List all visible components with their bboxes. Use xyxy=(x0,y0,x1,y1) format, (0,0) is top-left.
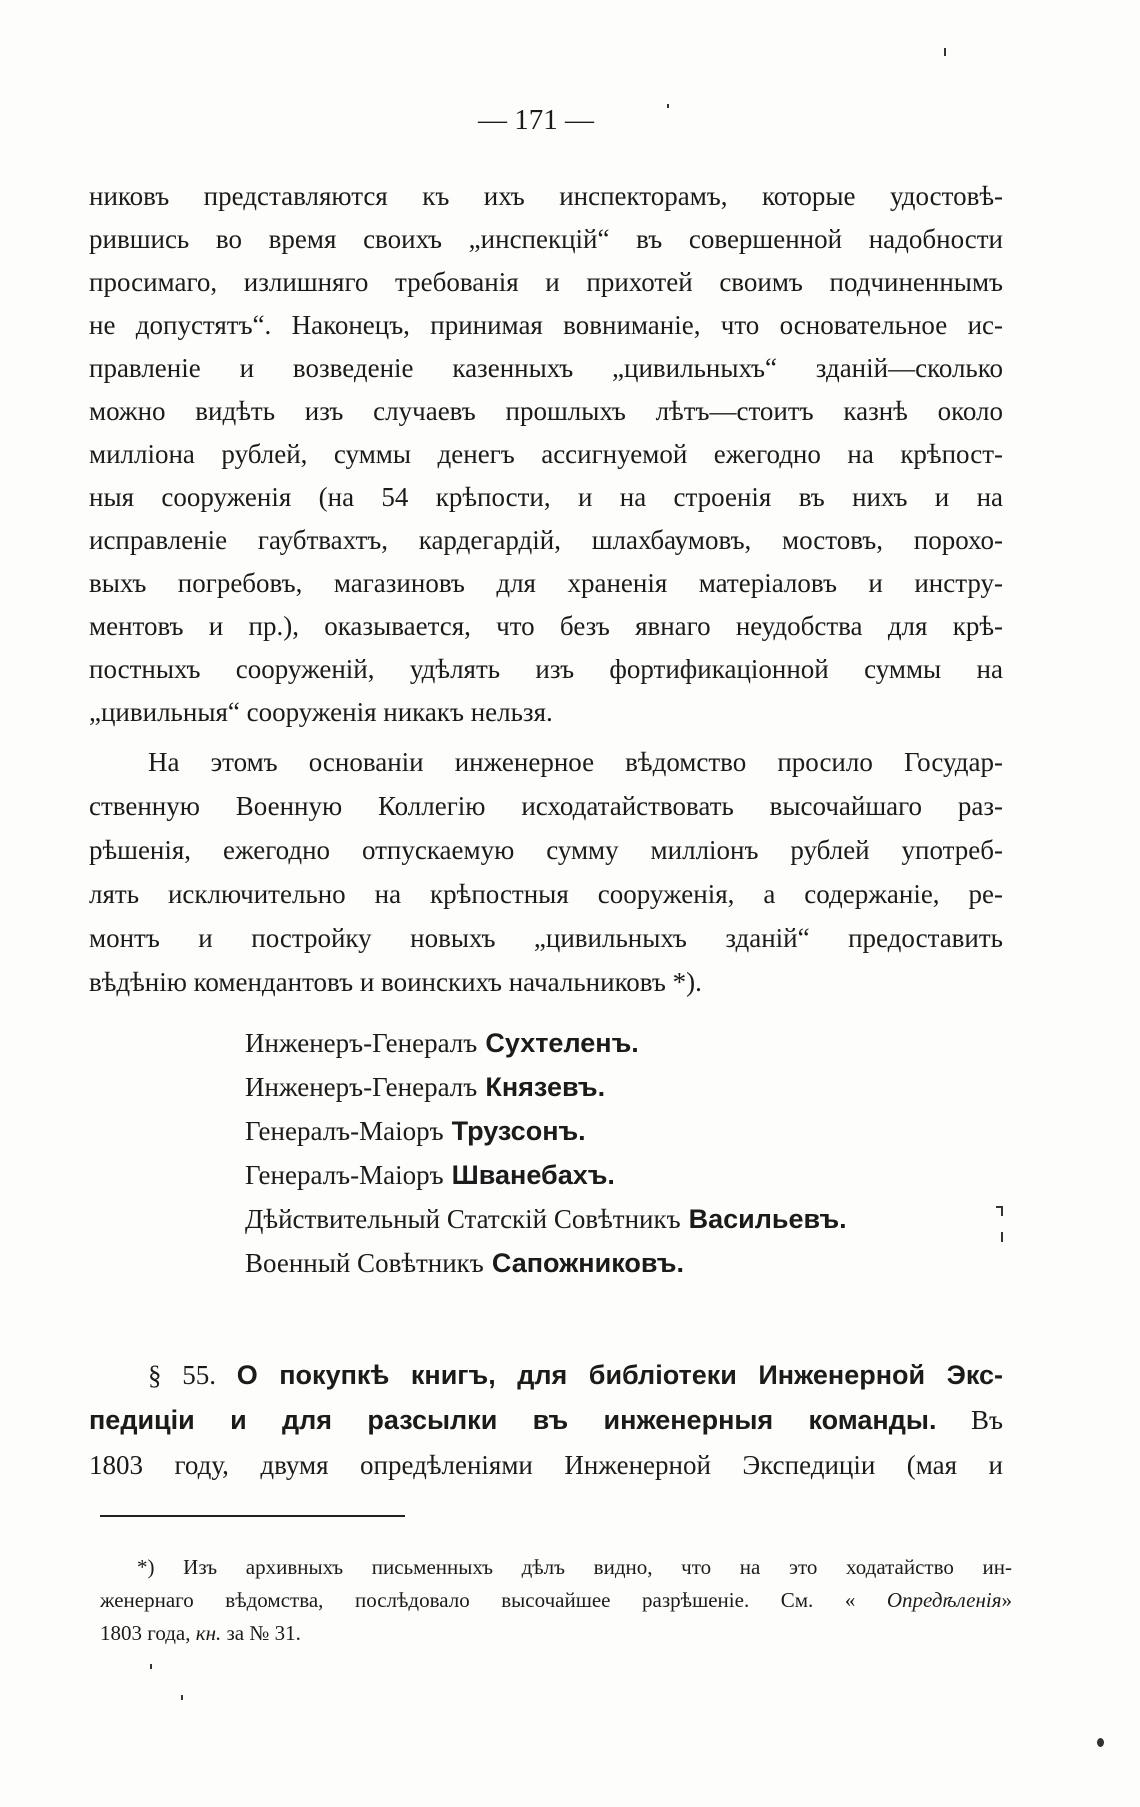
scan-speck xyxy=(944,48,946,56)
footnote-italic: кн. xyxy=(195,1621,222,1645)
section-line xyxy=(89,1398,1003,1443)
paragraph-line: никовъ представляются къ ихъ инспекторамъ, которые удостовѣ- xyxy=(89,181,1003,211)
footnote xyxy=(100,1551,1012,1650)
scan-speck xyxy=(1001,1208,1003,1216)
paragraph-line: милліона рублей, суммы денегъ ассигнуемой ежегодно на крѣпост- xyxy=(89,439,1003,469)
signature-name: Васильевъ. xyxy=(688,1204,847,1234)
paragraph-line: монтъ и постройку новыхъ „цивильныхъ зданій“ предоставить xyxy=(89,923,1003,953)
paragraph-line: не допустятъ“. Наконецъ, принимая вовниманіе, что основательное ис- xyxy=(89,310,1003,340)
paragraph-line: выхъ погребовъ, магазиновъ для храненія матеріаловъ и инстру- xyxy=(89,568,1003,598)
signature xyxy=(245,1241,1005,1285)
paragraph-line: „цивильныя“ сооруженія никакъ нельзя. xyxy=(89,697,553,727)
signature-title: Военный Совѣтникъ xyxy=(245,1248,484,1278)
signature-title: Дѣйствительный Статскій Совѣтникъ xyxy=(245,1204,681,1234)
footnote-text: за № 31. xyxy=(226,1621,301,1645)
paragraph-continued xyxy=(89,175,1003,734)
section-line: 1803 году, двумя опредѣленіями Инженерной Экспедиціи (мая и xyxy=(89,1450,1003,1480)
signature-name: Шванебахъ. xyxy=(451,1160,615,1190)
paragraph-line: рѣшенія, ежегодно отпускаемую сумму милліонъ рублей употреб- xyxy=(89,835,1003,865)
footnote-line: *) Изъ архивныхъ письменныхъ дѣлъ видно, что на это ходатайство ин- xyxy=(137,1555,1012,1579)
signature-title: Генералъ-Маіоръ xyxy=(245,1160,444,1190)
signature xyxy=(245,1021,1005,1065)
signature-list xyxy=(245,1021,1005,1285)
section-title: педиціи и для разсылки въ инженерныя команды. xyxy=(89,1405,937,1435)
scan-speck xyxy=(181,1695,183,1700)
footnote-line xyxy=(100,1617,1012,1650)
paragraph-line: На этомъ основаніи инженерное вѣдомство просило Государ- xyxy=(148,747,1003,777)
signature-title: Генералъ-Маіоръ xyxy=(245,1116,444,1146)
section-text: Въ xyxy=(971,1405,1004,1435)
paragraph-line: постныхъ сооруженій, удѣлять изъ фортификаціонной суммы на xyxy=(89,654,1003,684)
paragraph-line: ственную Военную Коллегію исходатайствовать высочайшаго раз- xyxy=(89,791,1003,821)
scan-speck xyxy=(150,1664,152,1669)
signature-title: Инженеръ-Генералъ xyxy=(245,1072,478,1102)
paragraph-line: можно видѣть изъ случаевъ прошлыхъ лѣтъ—стоитъ казнѣ около xyxy=(89,396,1003,426)
page-number: — 171 — xyxy=(478,104,594,136)
signature-name: Трузсонъ. xyxy=(451,1116,586,1146)
paragraph xyxy=(89,740,1003,1004)
paragraph-line: ныя сооруженія (на 54 крѣпости, и на строенія въ нихъ и на xyxy=(89,482,1003,512)
footnote-text: » xyxy=(1001,1588,1012,1612)
signature xyxy=(245,1153,1005,1197)
scan-speck xyxy=(667,104,669,108)
footnote-text: 1803 года, xyxy=(100,1621,191,1645)
signature-name: Сапожниковъ. xyxy=(491,1248,684,1278)
footnote-italic: Опредѣленія xyxy=(886,1588,1002,1612)
footnote-text: женернаго вѣдомства, послѣдовало высочайшее разрѣшеніе. См. « xyxy=(100,1588,856,1612)
signature-name: Князевъ. xyxy=(485,1072,606,1102)
signature xyxy=(245,1065,1005,1109)
paragraph-line: исправленіе гаубтвахтъ, кардегардій, шлахбаумовъ, мостовъ, порохо- xyxy=(89,525,1003,555)
signature-name: Сухтеленъ. xyxy=(485,1028,639,1058)
signature xyxy=(245,1197,1005,1241)
scan-speck xyxy=(1001,1232,1003,1242)
signature xyxy=(245,1109,1005,1153)
paragraph-line: лять исключительно на крѣпостныя сооруженія, а содержаніе, ре- xyxy=(89,879,1003,909)
footnote-line xyxy=(100,1584,1012,1617)
section xyxy=(89,1353,1003,1488)
paragraph-line: правленіе и возведеніе казенныхъ „цивильныхъ“ зданій—сколько xyxy=(89,353,1003,383)
section-number: § 55. xyxy=(148,1360,216,1390)
footnote-rule xyxy=(100,1515,405,1517)
section-line xyxy=(89,1353,1003,1398)
signature-title: Инженеръ-Генералъ xyxy=(245,1028,478,1058)
paragraph-line: ментовъ и пр.), оказывается, что безъ явнаго неудобства для крѣ- xyxy=(89,611,1003,641)
paragraph-line: просимаго, излишняго требованія и прихотей своимъ подчиненнымъ xyxy=(89,267,1003,297)
paragraph-line: рившись во время своихъ „инспекцій“ въ совершенной надобности xyxy=(89,224,1003,254)
scan-speck xyxy=(1097,1738,1104,1747)
section-title: О покупкѣ книгъ, для библіотеки Инженерной Экс- xyxy=(236,1360,1003,1390)
paragraph-line: вѣдѣнію комендантовъ и воинскихъ начальниковъ *). xyxy=(89,967,702,997)
